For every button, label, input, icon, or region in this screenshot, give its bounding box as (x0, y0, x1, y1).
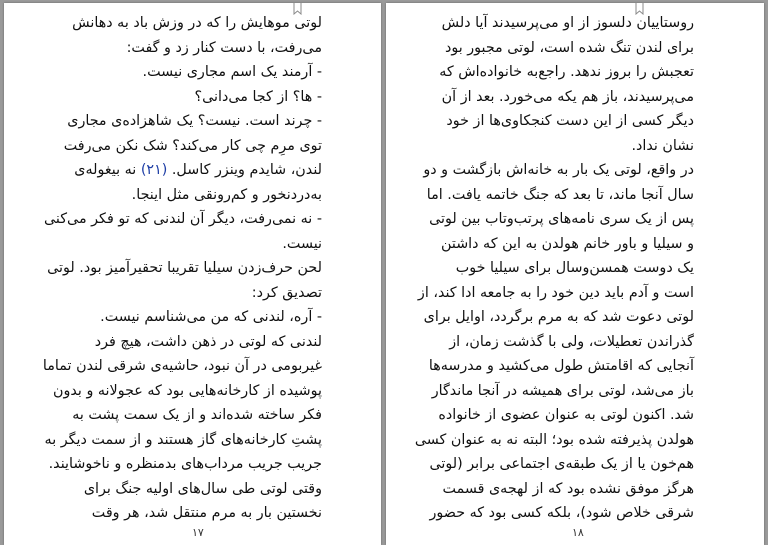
text-line: - آرمند یک اسم مجاری نیست. (142, 64, 322, 80)
text-line: می‌رفت، با دست کنار زد و گفت: (126, 39, 322, 56)
text-line-with-footnote (74, 158, 322, 183)
text-line: نشان نداد. (631, 137, 694, 154)
right-page (386, 3, 764, 545)
text-line: است و آدم باید دین خود را به جامعه ادا کند، از (417, 284, 694, 301)
text-line: جریب جریب مرداب‌های بدمنظره و ناخوشایند. (48, 456, 322, 472)
text-line: لوتی موهایش را که در وزش باد به دهانش (72, 15, 322, 31)
text-line: برای لندن تنگ شده است، لوتی مجبور بود (444, 39, 694, 56)
text-line: لندنی که لوتی در ذهن داشت، هیچ فرد (94, 333, 322, 350)
text-line: لوتی دعوت شد که به مرم برگردد، اوایل برای (423, 309, 694, 325)
text-line: به‌درد‌نخور و کم‌رونقی مثل اینجا. (131, 186, 322, 203)
left-page-text (42, 11, 322, 526)
text-line: شد. اکنون لوتی به عنوان عضوی از خانواده (438, 407, 694, 423)
right-page-text (414, 11, 694, 526)
text-line: نیست. (282, 235, 322, 252)
text-line: - نه نمی‌رفت، دیگر آن لندنی که تو فکر می‌کنی (44, 211, 322, 227)
text-line: فکر ساخته شده‌اند و از یک سمت پشت به (72, 407, 322, 423)
page-number: ۱۸ (572, 526, 584, 539)
text-line: تعجبش را بروز ندهد. راجع‌به خانواده‌اش که (439, 64, 694, 80)
text-line: پوشیده از کارخانه‌هایی بود که عجولانه و بدون (53, 382, 322, 399)
left-page (4, 3, 381, 545)
text-line: شرقی خلاص شود)، بلکه کسی بود که حضور (429, 505, 694, 521)
text-line: پشتِ کارخانه‌های گاز هستند و از سمت دیگر به (44, 431, 322, 448)
text-line: - چرند است. نیست؟ یک شاهزاده‌ی مجاری (67, 113, 322, 129)
text-line: هرگز موفق نشده بود که از لهجه‌ی قسمت (442, 480, 694, 497)
text-line: وقتی لوتی طی سال‌های اولیه جنگ برای (83, 480, 322, 497)
text-line: هولدن پذیرفته شده بود؛ البته نه به عنوان کسی (414, 431, 694, 448)
text-line: روستاییان دلسوز از او می‌پرسیدند آیا دلش (441, 15, 694, 31)
text-line: دیگر کسی از این دست کنجکاوی‌ها از خود (446, 113, 694, 129)
text-line: و سیلیا و باور خانم هولدن به این که داشتن (441, 235, 694, 252)
text-line: می‌پرسیدند، باز هم یکه می‌خورد. بعد از آن (441, 88, 694, 105)
text-line: غیربومی در آن نبود، حاشیه‌ی شرقی لندن تماما (42, 358, 322, 374)
text-line: - آره، لندنی که من می‌شناسم نیست. (100, 309, 322, 325)
text-line: گذراندن تعطیلات، ولی با گذشت زمان، از (449, 333, 694, 350)
text-segment: لندن، شایدم وینزر کاسل. (167, 162, 322, 178)
text-line: توی مرِم چی کار می‌کند؟ شک نکن می‌رفت (63, 137, 322, 154)
text-line: در واقع، لوتی یک بار به خانه‌اش بازگشت و دو (423, 162, 694, 178)
text-line: یک دوست همسن‌وسال برای سیلیا خوب (455, 260, 694, 276)
text-line: باز می‌شد، لوتی برای همیشه در آنجا ماندگار (431, 382, 694, 399)
text-line: تصدیق کرد: (251, 284, 322, 301)
text-line: سال آنجا ماند، تا بعد که جنگ خاتمه یافت. اما (426, 186, 694, 203)
text-line: هم‌خون یا از یک طبقه‌ی اجتماعی برابر (لوتی (429, 456, 694, 472)
text-segment: نه بیغوله‌ی (74, 162, 141, 178)
page-number: ۱۷ (192, 526, 204, 539)
text-line: پس از یک سری نامه‌های پرتب‌وتاب بین لوتی (429, 211, 694, 227)
text-line: نخستین بار به مرم منتقل شد، هر وقت (91, 505, 322, 521)
text-line: آنجایی که اقامتش طول می‌کشید و مدرسه‌ها (428, 358, 694, 374)
text-line: لحن حرف‌زدن سیلیا تقریبا تحقیرآمیز بود. لوتی (47, 260, 322, 276)
footnote-link[interactable]: (۲۱) (140, 162, 168, 178)
text-line: - ها؟ از کجا می‌دانی؟ (194, 88, 322, 105)
